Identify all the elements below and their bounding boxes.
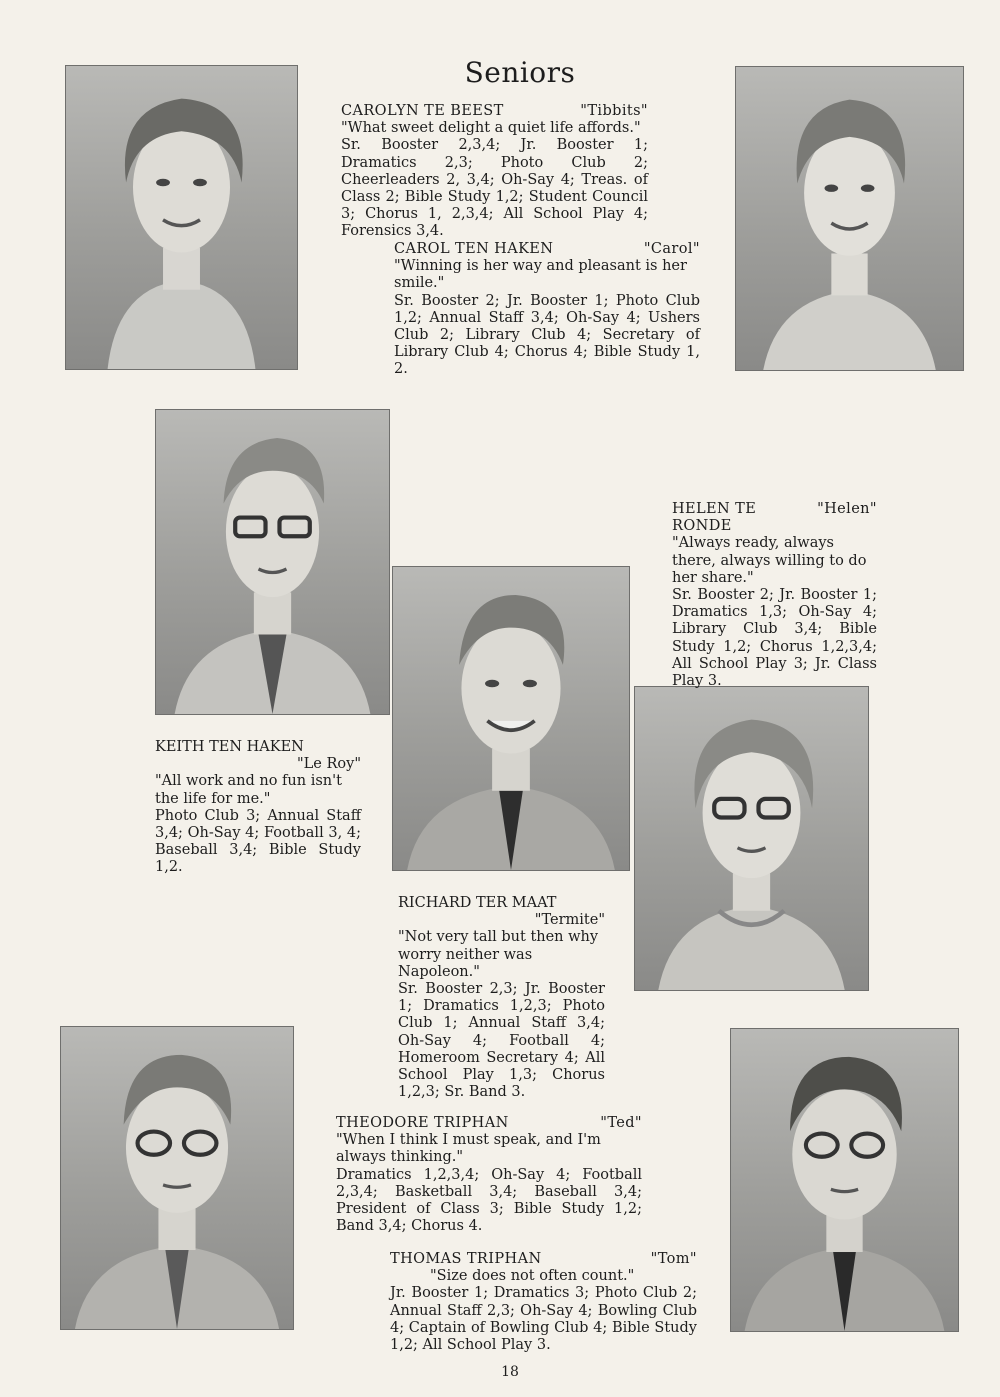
senior-entry-thomas [390,1251,697,1354]
senior-activities: Sr. Booster 2; Jr. Booster 1; Dramatics 1,3; Oh-Say 4; Library Club 3,4; Bible Study 1,2; Chorus 1,2,3,4; All School Play 3; Jr. Class Play 3. [672,587,877,690]
senior-entry-carolyn [341,103,648,241]
senior-entry-richard [398,895,605,1101]
senior-nickname: "Ted" [600,1115,642,1131]
senior-name: THOMAS TRIPHAN [390,1251,542,1267]
senior-entry-helen [672,501,877,690]
senior-quote: "Not very tall but then why worry neither was Napoleon." [398,929,599,980]
senior-quote: "All work and no fun isn't the life for me." [155,773,342,807]
senior-name: CAROL TEN HAKEN [394,241,554,257]
senior-nickname: "Tibbits" [580,103,648,119]
portrait-photo-theodore [60,1026,294,1330]
senior-nickname: "Termite" [534,912,605,929]
senior-activities: Dramatics 1,2,3,4; Oh-Say 4; Football 2,3,4; Basketball 3,4; Baseball 3,4; President of Class 3; Bible Study 1,2; Band 3,4; Chorus 4. [336,1166,642,1235]
senior-entry-keith [155,739,361,877]
senior-quote: "Winning is her way and pleasant is her smile." [394,258,687,292]
portrait-photo-carolyn [65,65,298,370]
senior-name: RICHARD TER MAAT [398,895,557,911]
portrait-photo-thomas [730,1028,959,1332]
senior-name: HELEN TE RONDE [672,501,757,535]
portrait-photo-carol [735,66,964,371]
senior-nickname: "Le Roy" [297,756,361,773]
portrait-photo-keith [155,409,390,715]
senior-nickname: "Tom" [650,1251,697,1267]
portrait-photo-richard [392,566,630,871]
senior-quote: "Size does not often count." [430,1268,635,1285]
senior-quote: "Always ready, always there, always willing to do her share." [672,535,867,586]
senior-name: THEODORE TRIPHAN [336,1115,509,1131]
senior-entry-theodore [336,1115,642,1235]
senior-activities: Sr. Booster 2,3; Jr. Booster 1; Dramatics 1,2,3; Photo Club 1; Annual Staff 3,4; Oh-Say 4; Football 4; Homeroom Secretary 4; All School Play 1,3; Chorus 1,2,3; Sr. Band 3. [398,981,605,1101]
senior-activities: Jr. Booster 1; Dramatics 3; Photo Club 2; Annual Staff 2,3; Oh-Say 4; Bowling Club 4; Captain of Bowling Club 4; Bible Study 1,2; All School Play 3. [390,1285,697,1354]
page-number: 18 [501,1364,519,1380]
senior-quote: "What sweet delight a quiet life affords." [341,120,641,137]
senior-activities: Sr. Booster 2,3,4; Jr. Booster 1; Dramatics 2,3; Photo Club 2; Cheerleaders 2, 3,4; Oh-Say 4; Treas. of Class 2; Bible Study 1,2; Student Council 3; Chorus 1, 2,3,4; All School Play 4; Forensics 3,4. [341,137,648,240]
senior-name: KEITH TEN HAKEN [155,739,304,755]
senior-entry-carol [394,241,700,379]
senior-nickname: "Helen" [817,501,877,517]
senior-quote: "When I think I must speak, and I'm always thinking." [336,1132,601,1166]
senior-activities: Photo Club 3; Annual Staff 3,4; Oh-Say 4; Football 3, 4; Baseball 3,4; Bible Study 1,2. [155,807,361,876]
portrait-photo-helen [634,686,869,991]
senior-nickname: "Carol" [643,241,700,257]
senior-name: CAROLYN TE BEEST [341,103,504,119]
senior-activities: Sr. Booster 2; Jr. Booster 1; Photo Club 1,2; Annual Staff 3,4; Oh-Say 4; Ushers Club 2; Library Club 4; Secretary of Library Club 4; Chorus 4; Bible Study 1, 2. [394,292,700,378]
page-title: Seniors [464,56,576,89]
